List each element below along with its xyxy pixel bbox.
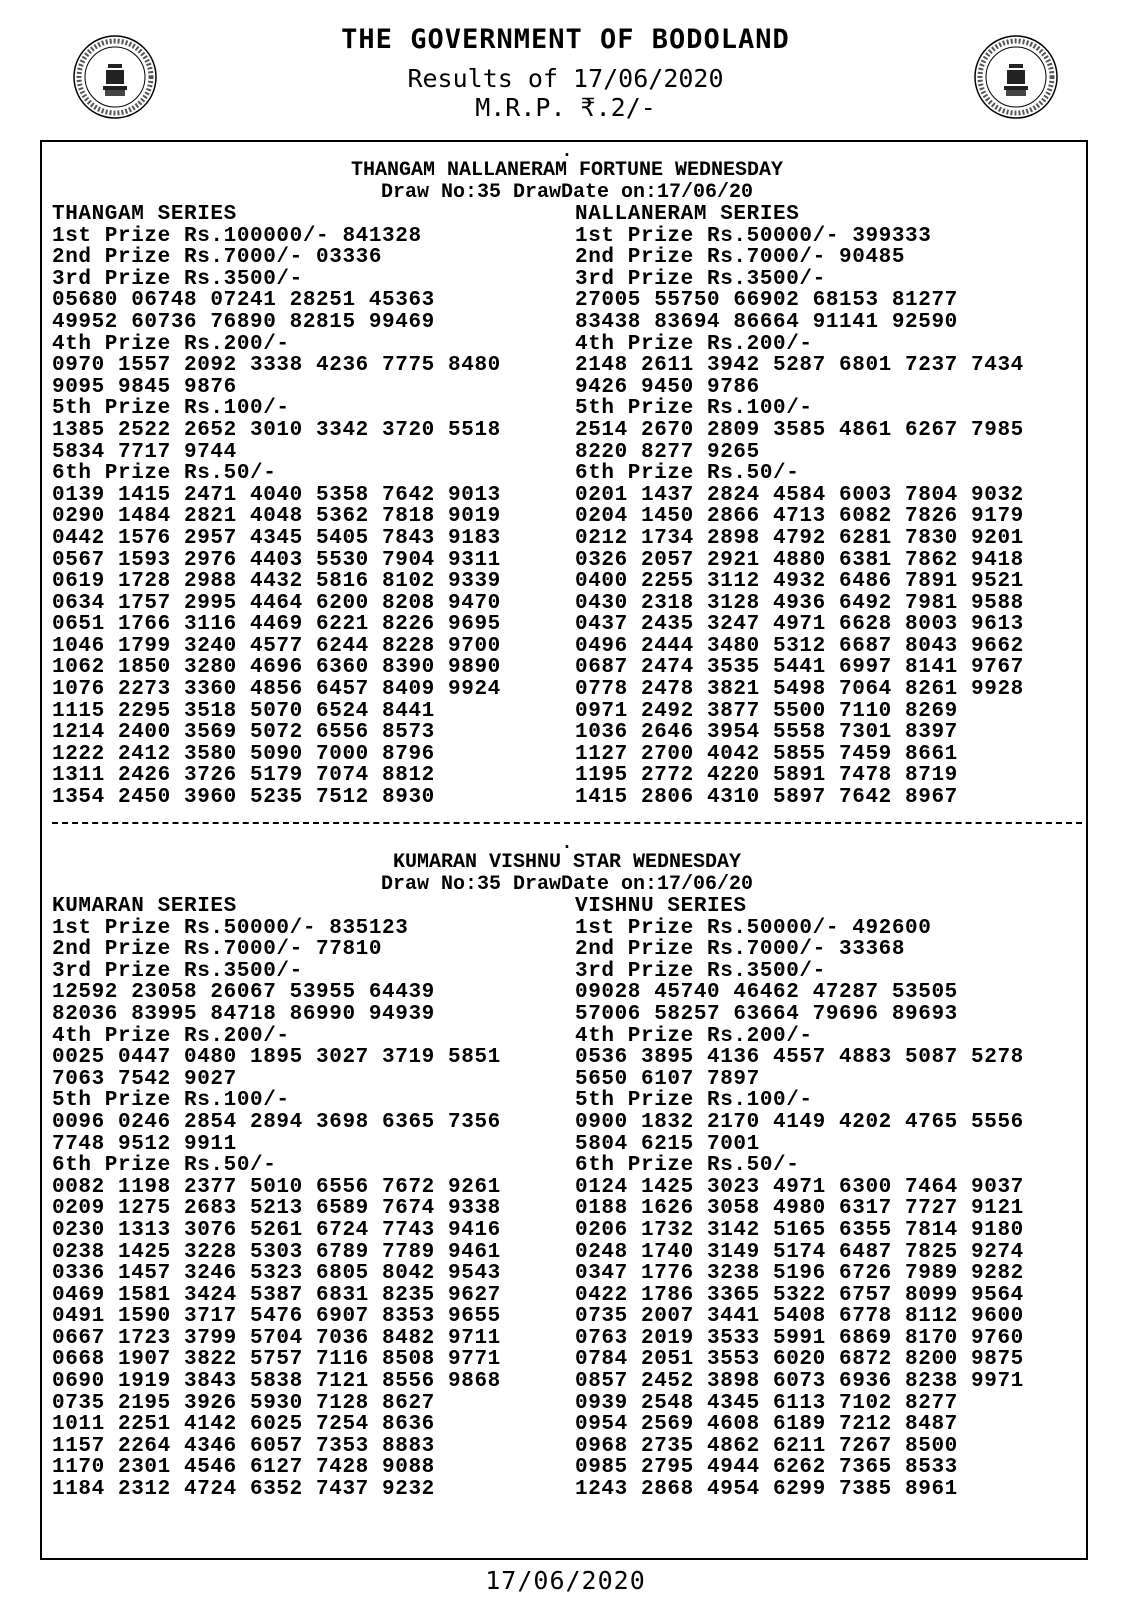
result-line: 8220 8277 9265 <box>575 440 760 464</box>
result-line: 1415 2806 4310 5897 7642 8967 <box>575 786 958 810</box>
series-column-left <box>52 204 562 809</box>
result-line: 0900 1832 2170 4149 4202 4765 5556 <box>575 1110 1024 1134</box>
result-line: 7748 9512 9911 <box>52 1132 237 1156</box>
result-line: 0206 1732 3142 5165 6355 7814 9180 <box>575 1218 1024 1242</box>
result-line: 0139 1415 2471 4040 5358 7642 9013 <box>52 483 501 507</box>
result-line: 0442 1576 2957 4345 5405 7843 9183 <box>52 526 501 550</box>
results-date: Results of 17/06/2020 <box>407 64 724 93</box>
result-line: 1385 2522 2652 3010 3342 3720 5518 <box>52 418 501 442</box>
series-column-left <box>52 896 562 1501</box>
section-dot: . <box>562 141 572 160</box>
result-line: 0437 2435 3247 4971 6628 8003 9613 <box>575 613 1024 637</box>
result-line: 5834 7717 9744 <box>52 440 237 464</box>
result-line: 1115 2295 3518 5070 6524 8441 <box>52 699 435 723</box>
result-line: 0939 2548 4345 6113 7102 8277 <box>575 1391 958 1415</box>
result-line: 0201 1437 2824 4584 6003 7804 9032 <box>575 483 1024 507</box>
result-line: 0212 1734 2898 4792 6281 7830 9201 <box>575 526 1024 550</box>
result-line: 1195 2772 4220 5891 7478 8719 <box>575 764 958 788</box>
result-line: 9426 9450 9786 <box>575 375 760 399</box>
result-line: 27005 55750 66902 68153 81277 <box>575 289 958 313</box>
draw-section <box>52 141 1082 824</box>
result-line: 1354 2450 3960 5235 7512 8930 <box>52 786 435 810</box>
result-line: 4th Prize Rs.200/- <box>575 332 813 356</box>
result-line: 3rd Prize Rs.3500/- <box>52 959 303 983</box>
result-line: 4th Prize Rs.200/- <box>52 332 290 356</box>
result-line: 0430 2318 3128 4936 6492 7981 9588 <box>575 591 1024 615</box>
result-line: 1st Prize Rs.50000/- 399333 <box>575 224 932 248</box>
result-line: NALLANERAM SERIES <box>575 203 800 226</box>
result-line: 0347 1776 3238 5196 6726 7989 9282 <box>575 1262 1024 1286</box>
draw-info: Draw No:35 DrawDate on:17/06/20 <box>380 873 754 896</box>
result-line: 1st Prize Rs.100000/- 841328 <box>52 224 422 248</box>
result-line: 4th Prize Rs.200/- <box>575 1024 813 1048</box>
result-line: 0400 2255 3112 4932 6486 7891 9521 <box>575 570 1024 594</box>
result-line: 5th Prize Rs.100/- <box>575 397 813 421</box>
result-line: 2nd Prize Rs.7000/- 03336 <box>52 246 383 270</box>
result-line: 82036 83995 84718 86990 94939 <box>52 1002 435 1026</box>
result-line: 0188 1626 3058 4980 6317 7727 9121 <box>575 1197 1024 1221</box>
result-line: 0536 3895 4136 4557 4883 5087 5278 <box>575 1046 1024 1070</box>
result-line: 0326 2057 2921 4880 6381 7862 9418 <box>575 548 1024 572</box>
result-line: 4th Prize Rs.200/- <box>52 1024 290 1048</box>
result-line: 0634 1757 2995 4464 6200 8208 9470 <box>52 591 501 615</box>
result-line: 1062 1850 3280 4696 6360 8390 9890 <box>52 656 501 680</box>
section-divider <box>52 822 1082 824</box>
result-line: 0985 2795 4944 6262 7365 8533 <box>575 1456 958 1480</box>
result-line: 0496 2444 3480 5312 6687 8043 9662 <box>575 634 1024 658</box>
result-line: 09028 45740 46462 47287 53505 <box>575 981 958 1005</box>
result-line: 2nd Prize Rs.7000/- 33368 <box>575 938 906 962</box>
result-line: 0209 1275 2683 5213 6589 7674 9338 <box>52 1197 501 1221</box>
result-line: 5650 6107 7897 <box>575 1067 760 1091</box>
result-line: 1222 2412 3580 5090 7000 8796 <box>52 742 435 766</box>
result-line: 05680 06748 07241 28251 45363 <box>52 289 435 313</box>
result-line: 2514 2670 2809 3585 4861 6267 7985 <box>575 418 1024 442</box>
result-line: 1184 2312 4724 6352 7437 9232 <box>52 1478 435 1502</box>
result-line: 3rd Prize Rs.3500/- <box>575 959 826 983</box>
result-line: 0248 1740 3149 5174 6487 7825 9274 <box>575 1240 1024 1264</box>
result-line: 0690 1919 3843 5838 7121 8556 9868 <box>52 1370 501 1394</box>
result-line: 1157 2264 4346 6057 7353 8883 <box>52 1434 435 1458</box>
result-line: 0970 1557 2092 3338 4236 7775 8480 <box>52 354 501 378</box>
result-line: 0204 1450 2866 4713 6082 7826 9179 <box>575 505 1024 529</box>
result-line: 0735 2007 3441 5408 6778 8112 9600 <box>575 1305 1024 1329</box>
result-line: 0651 1766 3116 4469 6221 8226 9695 <box>52 613 501 637</box>
result-line: 0971 2492 3877 5500 7110 8269 <box>575 699 958 723</box>
result-line: 2nd Prize Rs.7000/- 90485 <box>575 246 906 270</box>
result-line: 5th Prize Rs.100/- <box>575 1089 813 1113</box>
result-line: 1st Prize Rs.50000/- 835123 <box>52 916 409 940</box>
result-line: 6th Prize Rs.50/- <box>52 1154 277 1178</box>
result-line: 1st Prize Rs.50000/- 492600 <box>575 916 932 940</box>
result-line: 0469 1581 3424 5387 6831 8235 9627 <box>52 1283 501 1307</box>
result-line: 1127 2700 4042 5855 7459 8661 <box>575 742 958 766</box>
footer-date: 17/06/2020 <box>485 1566 646 1595</box>
result-line: 0857 2452 3898 6073 6936 8238 9971 <box>575 1370 1024 1394</box>
result-line: 57006 58257 63664 79696 89693 <box>575 1002 958 1026</box>
result-line: KUMARAN SERIES <box>52 895 237 918</box>
result-line: 0968 2735 4862 6211 7267 8500 <box>575 1434 958 1458</box>
result-line: 0784 2051 3553 6020 6872 8200 9875 <box>575 1348 1024 1372</box>
game-title: THANGAM NALLANERAM FORTUNE WEDNESDAY <box>350 159 784 182</box>
result-line: 1076 2273 3360 4856 6457 8409 9924 <box>52 678 501 702</box>
result-line: 0778 2478 3821 5498 7064 8261 9928 <box>575 678 1024 702</box>
draw-info: Draw No:35 DrawDate on:17/06/20 <box>380 181 754 204</box>
game-title: KUMARAN VISHNU STAR WEDNESDAY <box>392 851 742 874</box>
result-line: 0667 1723 3799 5704 7036 8482 9711 <box>52 1326 501 1350</box>
result-line: 5804 6215 7001 <box>575 1132 760 1156</box>
result-line: 0290 1484 2821 4048 5362 7818 9019 <box>52 505 501 529</box>
draw-section <box>52 833 1082 1516</box>
result-line: 3rd Prize Rs.3500/- <box>52 267 303 291</box>
result-line: 0238 1425 3228 5303 6789 7789 9461 <box>52 1240 501 1264</box>
result-line: THANGAM SERIES <box>52 203 237 226</box>
mrp-price: M.R.P. ₹.2/- <box>475 93 656 122</box>
result-line: 1011 2251 4142 6025 7254 8636 <box>52 1413 435 1437</box>
result-line: 6th Prize Rs.50/- <box>575 462 800 486</box>
result-line: 0422 1786 3365 5322 6757 8099 9564 <box>575 1283 1024 1307</box>
result-line: 1046 1799 3240 4577 6244 8228 9700 <box>52 634 501 658</box>
result-line: 1311 2426 3726 5179 7074 8812 <box>52 764 435 788</box>
result-line: 6th Prize Rs.50/- <box>52 462 277 486</box>
result-line: 0668 1907 3822 5757 7116 8508 9771 <box>52 1348 501 1372</box>
result-line: 3rd Prize Rs.3500/- <box>575 267 826 291</box>
result-line: 9095 9845 9876 <box>52 375 237 399</box>
result-line: 0735 2195 3926 5930 7128 8627 <box>52 1391 435 1415</box>
result-line: 0567 1593 2976 4403 5530 7904 9311 <box>52 548 501 572</box>
page-title: THE GOVERNMENT OF BODOLAND <box>341 24 790 55</box>
result-line: 49952 60736 76890 82815 99469 <box>52 310 435 334</box>
result-line: 7063 7542 9027 <box>52 1067 237 1091</box>
result-line: 2148 2611 3942 5287 6801 7237 7434 <box>575 354 1024 378</box>
result-line: 0082 1198 2377 5010 6556 7672 9261 <box>52 1175 501 1199</box>
result-line: 1214 2400 3569 5072 6556 8573 <box>52 721 435 745</box>
result-line: VISHNU SERIES <box>575 895 747 918</box>
result-line: 12592 23058 26067 53955 64439 <box>52 981 435 1005</box>
result-line: 6th Prize Rs.50/- <box>575 1154 800 1178</box>
result-line: 0491 1590 3717 5476 6907 8353 9655 <box>52 1305 501 1329</box>
result-line: 83438 83694 86664 91141 92590 <box>575 310 958 334</box>
page-header <box>0 0 1131 140</box>
result-line: 0954 2569 4608 6189 7212 8487 <box>575 1413 958 1437</box>
result-line: 0619 1728 2988 4432 5816 8102 9339 <box>52 570 501 594</box>
result-line: 1036 2646 3954 5558 7301 8397 <box>575 721 958 745</box>
series-column-right <box>575 896 1085 1501</box>
result-line: 0336 1457 3246 5323 6805 8042 9543 <box>52 1262 501 1286</box>
series-column-right <box>575 204 1085 809</box>
results-box <box>40 140 1088 1560</box>
result-line: 1170 2301 4546 6127 7428 9088 <box>52 1456 435 1480</box>
section-dot: . <box>562 833 572 852</box>
result-line: 0230 1313 3076 5261 6724 7743 9416 <box>52 1218 501 1242</box>
result-line: 0763 2019 3533 5991 6869 8170 9760 <box>575 1326 1024 1350</box>
result-line: 5th Prize Rs.100/- <box>52 1089 290 1113</box>
result-line: 1243 2868 4954 6299 7385 8961 <box>575 1478 958 1502</box>
result-line: 0124 1425 3023 4971 6300 7464 9037 <box>575 1175 1024 1199</box>
result-line: 0096 0246 2854 2894 3698 6365 7356 <box>52 1110 501 1134</box>
result-line: 0025 0447 0480 1895 3027 3719 5851 <box>52 1046 501 1070</box>
result-line: 5th Prize Rs.100/- <box>52 397 290 421</box>
result-line: 0687 2474 3535 5441 6997 8141 9767 <box>575 656 1024 680</box>
result-line: 2nd Prize Rs.7000/- 77810 <box>52 938 383 962</box>
